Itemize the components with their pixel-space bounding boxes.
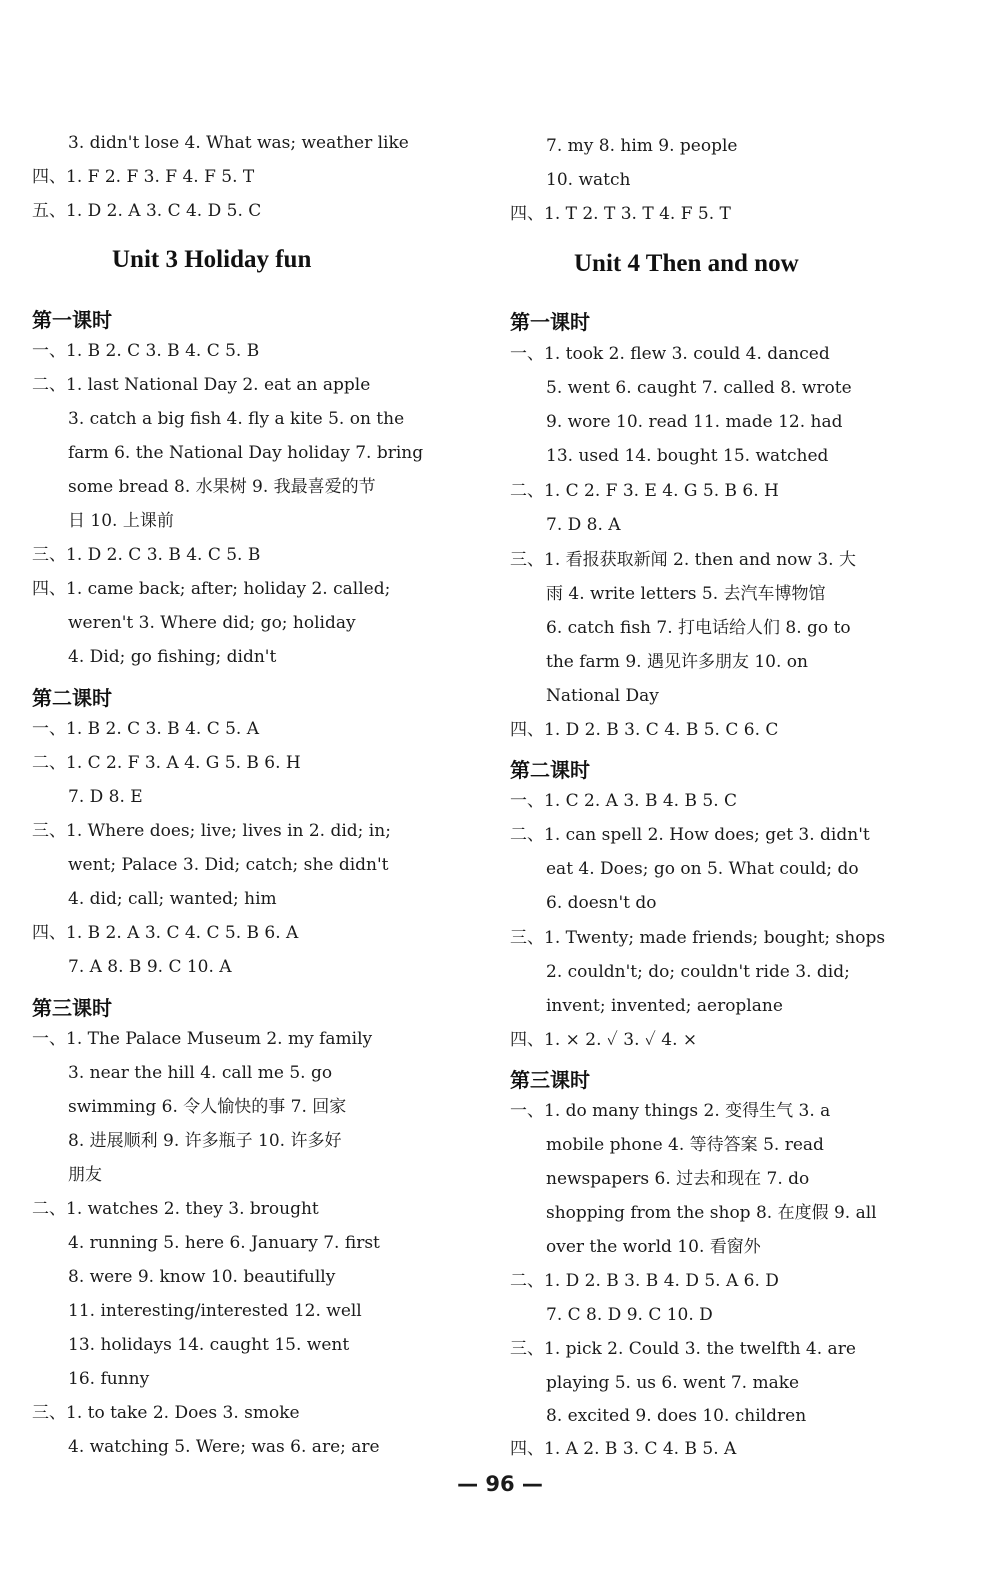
left-lesson1-heading: 第一课时 — [32, 308, 112, 332]
answer-line: farm 6. the National Day holiday 7. bring — [68, 443, 424, 463]
left-top-line-2: 四、1. F 2. F 3. F 4. F 5. T — [32, 167, 255, 187]
answer-line: 8. excited 9. does 10. children — [546, 1406, 807, 1426]
page-number: — 96 — — [457, 1472, 543, 1496]
answer-line: 二、1. watches 2. they 3. brought — [32, 1199, 319, 1219]
unit-3-title: Unit 3 Holiday fun — [112, 246, 312, 273]
answer-line: 3. near the hill 4. call me 5. go — [68, 1063, 333, 1083]
answer-line: mobile phone 4. 等待答案 5. read — [546, 1135, 824, 1155]
answer-line: 二、1. C 2. F 3. E 4. G 5. B 6. H — [510, 481, 779, 501]
left-top-line-1: 3. didn't lose 4. What was; weather like — [68, 133, 409, 153]
answer-line: 11. interesting/interested 12. well — [68, 1301, 362, 1321]
answer-line: 雨 4. write letters 5. 去汽车博物馆 — [546, 584, 826, 604]
answer-line: 二、1. can spell 2. How does; get 3. didn't — [510, 825, 870, 845]
answer-line: playing 5. us 6. went 7. make — [546, 1373, 800, 1393]
answer-line: 4. watching 5. Were; was 6. are; are — [68, 1437, 380, 1457]
answer-line: 一、1. C 2. A 3. B 4. B 5. C — [510, 791, 738, 811]
answer-line: 7. D 8. A — [546, 515, 621, 535]
answer-line: 8. 进展顺利 9. 许多瓶子 10. 许多好 — [68, 1131, 342, 1151]
left-top-line-3: 五、1. D 2. A 3. C 4. D 5. C — [32, 201, 262, 221]
answer-line: 13. used 14. bought 15. watched — [546, 446, 829, 466]
answer-line: 一、1. B 2. C 3. B 4. C 5. A — [32, 719, 260, 739]
answer-line: newspapers 6. 过去和现在 7. do — [546, 1169, 810, 1189]
answer-line: 7. C 8. D 9. C 10. D — [546, 1305, 713, 1325]
answer-line: eat 4. Does; go on 5. What could; do — [546, 859, 859, 879]
answer-line: 四、1. B 2. A 3. C 4. C 5. B 6. A — [32, 923, 299, 943]
right-top-line-3: 四、1. T 2. T 3. T 4. F 5. T — [510, 204, 731, 224]
right-top-line-1: 7. my 8. him 9. people — [546, 136, 738, 156]
answer-line: 一、1. B 2. C 3. B 4. C 5. B — [32, 341, 260, 361]
answer-line: the farm 9. 遇见许多朋友 10. on — [546, 652, 808, 672]
answer-line: 三、1. 看报获取新闻 2. then and now 3. 大 — [510, 550, 856, 570]
answer-line: National Day — [546, 686, 659, 706]
right-lesson2-heading: 第二课时 — [510, 758, 590, 782]
answer-line: 4. did; call; wanted; him — [68, 889, 277, 909]
answer-line: 三、1. Where does; live; lives in 2. did; in; — [32, 821, 391, 841]
answer-line: 二、1. C 2. F 3. A 4. G 5. B 6. H — [32, 753, 301, 773]
answer-line: 二、1. D 2. B 3. B 4. D 5. A 6. D — [510, 1271, 779, 1291]
answer-line: some bread 8. 水果树 9. 我最喜爱的节 — [68, 477, 376, 497]
answer-line: 四、1. × 2. ✓ 3. ✓ 4. × — [510, 1030, 698, 1050]
right-lesson1-heading: 第一课时 — [510, 310, 590, 334]
answer-line: over the world 10. 看窗外 — [546, 1237, 761, 1257]
answer-line: 6. catch fish 7. 打电话给人们 8. go to — [546, 618, 851, 638]
right-lesson3-heading: 第三课时 — [510, 1068, 590, 1092]
answer-line: 16. funny — [68, 1369, 150, 1389]
answer-line: 三、1. to take 2. Does 3. smoke — [32, 1403, 300, 1423]
answer-line: 一、1. do many things 2. 变得生气 3. a — [510, 1101, 831, 1121]
answer-line: invent; invented; aeroplane — [546, 996, 783, 1016]
answer-line: 5. went 6. caught 7. called 8. wrote — [546, 378, 852, 398]
unit-4-title: Unit 4 Then and now — [574, 250, 799, 277]
answer-line: 一、1. The Palace Museum 2. my family — [32, 1029, 373, 1049]
answer-line: 四、1. A 2. B 3. C 4. B 5. A — [510, 1439, 737, 1459]
answer-line: weren't 3. Where did; go; holiday — [68, 613, 356, 633]
answer-line: 4. Did; go fishing; didn't — [68, 647, 277, 667]
answer-line: 朋友 — [68, 1165, 102, 1185]
answer-line: 6. doesn't do — [546, 893, 657, 913]
answer-line: 2. couldn't; do; couldn't ride 3. did; — [546, 962, 850, 982]
answer-line: 9. wore 10. read 11. made 12. had — [546, 412, 843, 432]
answer-line: 三、1. Twenty; made friends; bought; shops — [510, 928, 886, 948]
answer-line: shopping from the shop 8. 在度假 9. all — [546, 1203, 877, 1223]
answer-line: 7. D 8. E — [68, 787, 143, 807]
answer-line: 3. catch a big fish 4. fly a kite 5. on the — [68, 409, 405, 429]
left-lesson2-heading: 第二课时 — [32, 686, 112, 710]
answer-line: 三、1. D 2. C 3. B 4. C 5. B — [32, 545, 261, 565]
left-lesson3-heading: 第三课时 — [32, 996, 112, 1020]
right-top-line-2: 10. watch — [546, 170, 631, 190]
answer-line: went; Palace 3. Did; catch; she didn't — [68, 855, 389, 875]
answer-line: 8. were 9. know 10. beautifully — [68, 1267, 336, 1287]
answer-line: 7. A 8. B 9. C 10. A — [68, 957, 232, 977]
answer-line: 一、1. took 2. flew 3. could 4. danced — [510, 344, 830, 364]
answer-line: 13. holidays 14. caught 15. went — [68, 1335, 350, 1355]
answer-line: 四、1. came back; after; holiday 2. called; — [32, 579, 391, 599]
answer-line: 4. running 5. here 6. January 7. first — [68, 1233, 380, 1253]
answer-line: 二、1. last National Day 2. eat an apple — [32, 375, 371, 395]
answer-line: 三、1. pick 2. Could 3. the twelfth 4. are — [510, 1339, 856, 1359]
answer-line: swimming 6. 令人愉快的事 7. 回家 — [68, 1097, 347, 1117]
answer-line: 四、1. D 2. B 3. C 4. B 5. C 6. C — [510, 720, 779, 740]
answer-line: 日 10. 上课前 — [68, 511, 174, 531]
